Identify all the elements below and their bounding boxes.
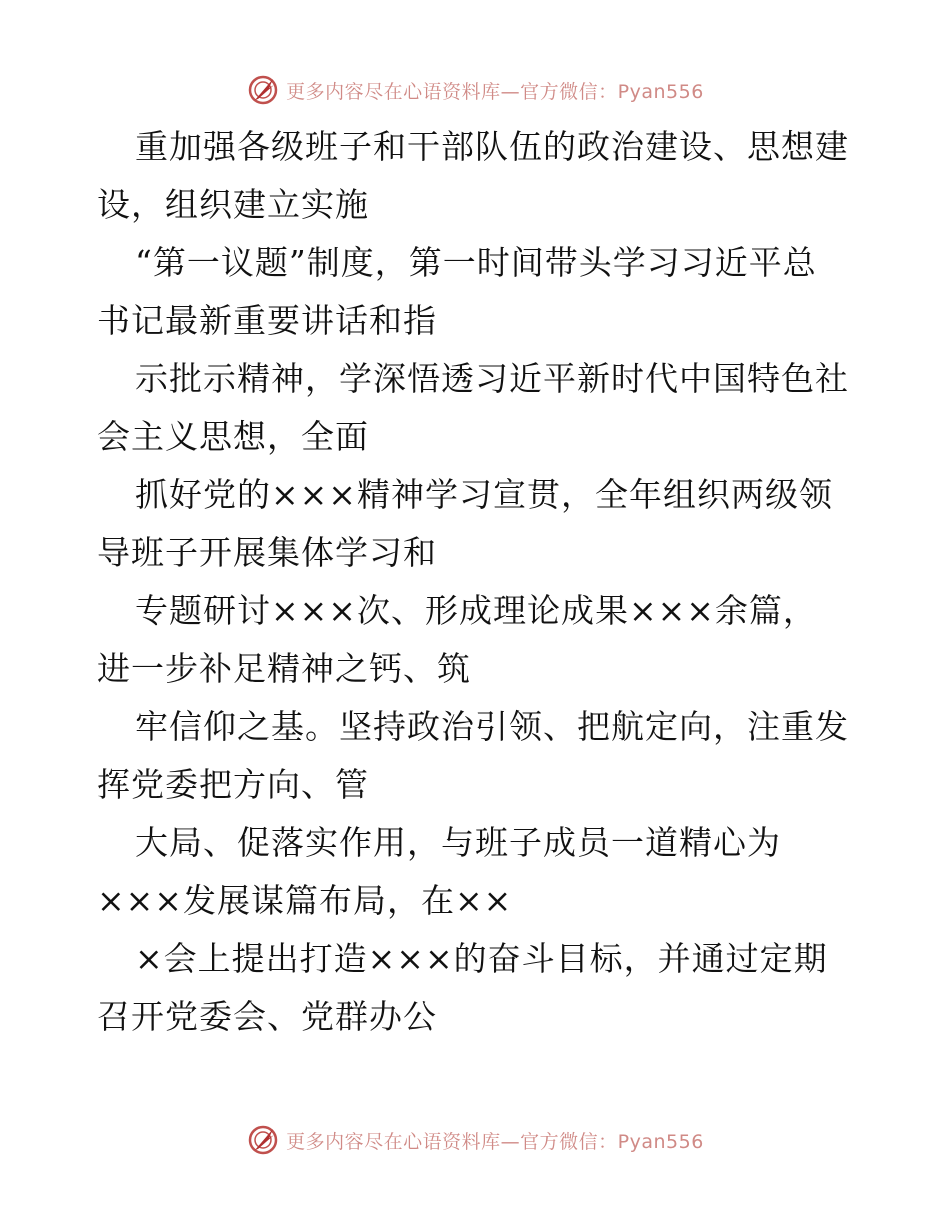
text-line: 牢信仰之基。坚持政治引领、把航定向，注重发 (135, 707, 849, 746)
text-line: 导班子开展集体学习和 (97, 533, 437, 572)
text-line: 书记最新重要讲话和指 (97, 301, 437, 340)
text-line: 大局、促落实作用，与班子成员一道精心为 (135, 823, 781, 862)
footer-watermark (0, 1120, 950, 1160)
text-line: 设，组织建立实施 (97, 185, 369, 224)
header-watermark (0, 70, 950, 110)
text-line: 挥党委把方向、管 (97, 765, 369, 804)
watermark-text: 更多内容尽在心语资料库—官方微信：Pyan556 (286, 80, 704, 103)
text-line: 抓好党的×××精神学习宣贯，全年组织两级领 (135, 475, 833, 514)
quill-seal-icon (246, 73, 280, 107)
text-line: 进一步补足精神之钙、筑 (97, 649, 471, 688)
text-line: 召开党委会、党群办公 (97, 997, 437, 1036)
text-line: 会主义思想，全面 (97, 417, 369, 456)
text-line: ×××发展谋篇布局，在×× (97, 881, 513, 920)
watermark-text: 更多内容尽在心语资料库—官方微信：Pyan556 (286, 1130, 704, 1153)
document-body (97, 118, 857, 1046)
quill-seal-icon (246, 1123, 280, 1157)
text-line: 重加强各级班子和干部队伍的政治建设、思想建 (135, 127, 849, 166)
text-line: 示批示精神，学深悟透习近平新时代中国特色社 (135, 359, 849, 398)
text-line: “第一议题”制度，第一时间带头学习习近平总 (135, 243, 817, 282)
text-line: 专题研讨×××次、形成理论成果×××余篇， (135, 591, 817, 630)
text-line: ×会上提出打造×××的奋斗目标，并通过定期 (135, 939, 828, 978)
